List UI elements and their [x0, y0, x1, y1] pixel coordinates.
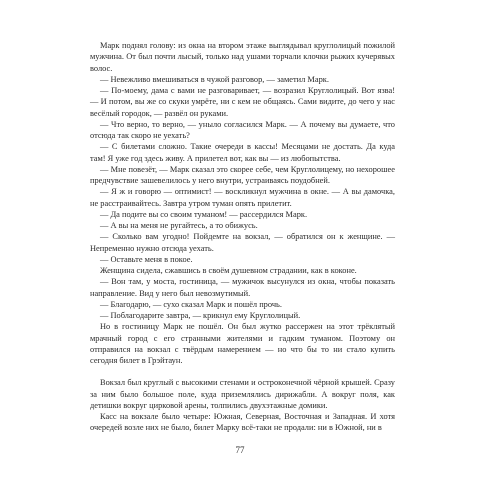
paragraph: — Сколько вам угодно! Пойдемте на вокзал, — обратился он к женщине. — Непременно нужно отсюда уехать. — [90, 232, 395, 253]
paragraph: — Вон там, у моста, гостиница, — мужичок высунулся из окна, чтобы показать направление. Вид у него был невозмутимый. — [90, 277, 395, 298]
section-break — [90, 366, 395, 377]
page-number: 77 — [235, 445, 245, 455]
paragraph: — Оставьте меня в покое. — [100, 254, 193, 264]
paragraph: Но в гостиницу Марк не пошёл. Он был жутко рассержен на этот трёклятый мрачный город с его странными жителями и гадким туманом. Поэтому он отправился на вокзал с твёрдым намерением — но что бы то ни стало купить сегодня билет в Грэйтаун. — [90, 322, 395, 365]
paragraph: — Мне повезёт, — Марк сказал это скорее себе, чем Круглолицему, но нехорошее предчувствие зашевелилось у него внутри, устраиваясь поудобней. — [90, 164, 395, 185]
paragraph: Марк поднял голову: из окна на втором этаже выглядывал круглолицый пожилой мужчина. От был почти лысый, только над ушами торчали клочки рыжих кучерявых волос. — [90, 41, 395, 73]
paragraph: — Я ж и говорю — оптимист! — воскликнул мужчина в окне. — А вы дамочка, не расстраивайтесь. Завтра утром туман опять прилетит. — [90, 187, 395, 208]
paragraph: — Благодарю, — сухо сказал Марк и пошёл прочь. — [100, 299, 282, 309]
paragraph: — Невежливо вмешиваться в чужой разговор, — заметил Марк. — [100, 74, 329, 84]
paragraph: — По-моему, дама с вами не разговаривает, — возразил Круглолицый. Вот язва! — И потом, вы же со скуки умрёте, ни с кем не общаясь. Сами видите, до чего у нас весёлый городок, — развёл он руками. — [90, 86, 395, 118]
paragraph: — Поблагодарите завтра, — крикнул ему Круглолицый. — [100, 311, 301, 320]
paragraph: — Что верно, то верно, — уныло согласился Марк. — А почему вы думаете, что отсюда так скоро не уехать? — [90, 119, 395, 140]
paragraph: — А вы на меня не ругайтесь, а то обижусь. — [100, 221, 258, 230]
paragraph: — С билетами сложно. Такие очереди в кассы! Месяцами не достать. Да куда там! Я уже год здесь живу. А прилетел вот, как вы — из любопытства. — [90, 142, 395, 163]
page-body — [90, 40, 395, 434]
paragraph: Касс на вокзале было четыре: Южная, Северная, Восточная и Западная. И хотя очередей возле них не было, билет Марку всё-таки не продали: ни в Южной, ни в — [90, 412, 395, 433]
paragraph: Женщина сидела, сжавшись в своём душевном страдании, как в коконе. — [100, 266, 357, 275]
paragraph: Вокзал был круглый с высокими стенами и остроконечной чёрной крышей. Сразу за ним было большое поле, куда приземлялись дирижабли. А вокруг поля, как детишки вокруг цирковой арены, толпились двухэтажные домики. — [90, 378, 395, 410]
paragraph: — Да подите вы со своим туманом! — рассердился Марк. — [100, 209, 308, 219]
